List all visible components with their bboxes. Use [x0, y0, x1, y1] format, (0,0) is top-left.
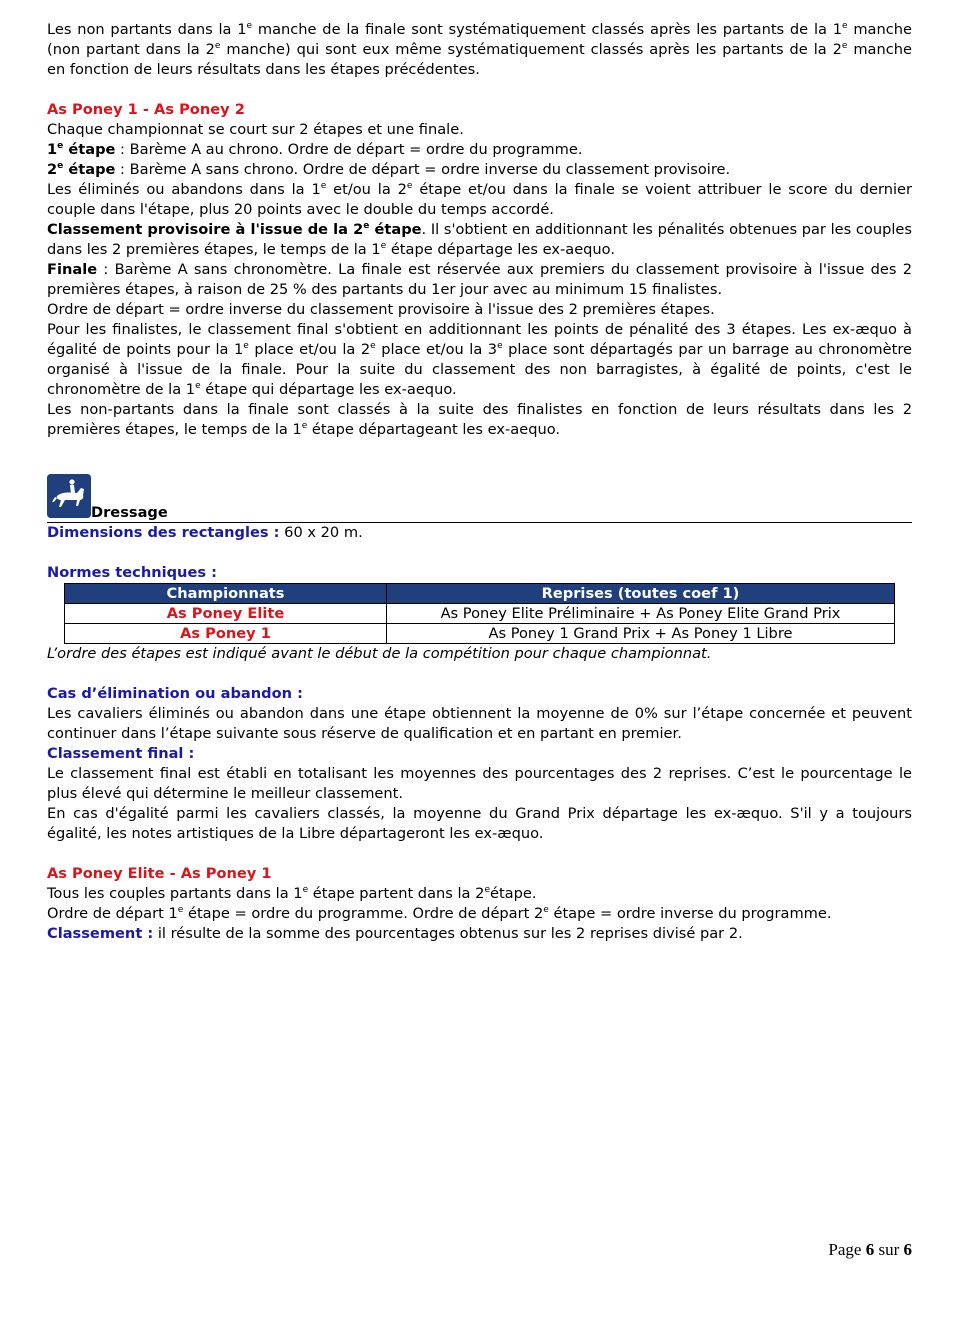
elite-starters-rule: Tous les couples partants dans la 1e étape partent dans la 2eétape. — [47, 885, 537, 902]
elimination-heading: Cas d’élimination ou abandon : — [47, 685, 303, 702]
intro-paragraph: Les non partants dans la 1e manche de la finale sont systématiquement classés après les partants de la 1e manche (non partant dans la 2e manche) qui sont eux même systématiquement classés après les partants de la 2e manche en fonction de leurs résultats dans les étapes précédentes. — [47, 21, 912, 78]
provisional-ranking: Classement provisoire à l'issue de la 2e étape. Il s'obtient en additionnant les pénalités obtenues par les couples dans les 2 premières étapes, le temps de la 1e étape départage les ex-aequo. — [47, 221, 912, 258]
final-ranking-rule: Pour les finalistes, le classement final s'obtient en additionnant les points de pénalité des 3 étapes. Les ex-æquo à égalité de points pour la 1e place et/ou la 2e place et/ou la 3e place sont départagés par un barrage au chronomètre organisé à l'issue de la finale. Pour la suite du classement des non barragistes, à égalité de points, c'est le chronomètre de la 1e étape qui départage les ex-aequo. — [47, 321, 912, 398]
norms-table — [64, 583, 895, 644]
dressage-title: Dressage — [91, 504, 168, 521]
dressage-rider-icon — [47, 474, 91, 518]
elimination-rule: Les éliminés ou abandons dans la 1e et/ou la 2e étape et/ou dans la finale se voient attribuer le score du dernier couple dans l'étape, plus 20 points avec le double du temps accordé. — [47, 181, 912, 218]
finale-rule: Finale : Barème A sans chronomètre. La finale est réservée aux premiers du classement provisoire à l'issue des 2 premières étapes, à raison de 25 % des partants du 1er jour avec au minimum 15 finalistes. — [47, 261, 912, 298]
tie-break-text: En cas d'égalité parmi les cavaliers classés, la moyenne du Grand Prix départage les ex-æquo. S'il y a toujours égalité, les notes artistiques de la Libre départageront les ex-æquo. — [47, 805, 912, 842]
as-poney-elite-heading: As Poney Elite - As Poney 1 — [47, 865, 272, 882]
page-number: Page 6 sur 6 — [828, 1240, 912, 1259]
etape1-rule: 1e étape : Barème A au chrono. Ordre de départ = ordre du programme. — [47, 141, 583, 158]
etape2-rule: 2e étape : Barème A sans chrono. Ordre de départ = ordre inverse du classement provisoire. — [47, 161, 731, 178]
non-starters-rule: Les non-partants dans la finale sont classés à la suite des finalistes en fonction de leurs résultats dans les 2 premières étapes, le temps de la 1e étape départageant les ex-aequo. — [47, 401, 912, 438]
final-ranking-heading: Classement final : — [47, 745, 195, 762]
table-cell-championship: As Poney Elite — [65, 604, 387, 624]
final-ranking-text: Le classement final est établi en totalisant les moyennes des pourcentages des 2 reprises. C’est le pourcentage le plus élevé qui détermine le meilleur classement. — [47, 765, 912, 802]
table-cell-reprises: As Poney 1 Grand Prix + As Poney 1 Libre — [387, 624, 895, 644]
stage-order-note: L’ordre des étapes est indiqué avant le début de la compétition pour chaque championnat. — [47, 645, 712, 662]
as-poney-12-heading: As Poney 1 - As Poney 2 — [47, 101, 245, 118]
table-row — [65, 624, 895, 644]
dressage-section-header — [47, 474, 912, 523]
table-header-row — [65, 584, 895, 604]
technical-norms-heading: Normes techniques : — [47, 564, 217, 581]
table-cell-reprises: As Poney Elite Préliminaire + As Poney Elite Grand Prix — [387, 604, 895, 624]
elimination-text: Les cavaliers éliminés ou abandon dans une étape obtiennent la moyenne de 0% sur l’étape concernée et peuvent continuer dans l’étape suivante sous réserve de qualification et en partant en premier. — [47, 705, 912, 742]
table-header-cell: Championnats — [65, 584, 387, 604]
table-header-cell: Reprises (toutes coef 1) — [387, 584, 895, 604]
elite-ranking: Classement : il résulte de la somme des pourcentages obtenus sur les 2 reprises divisé par 2. — [47, 925, 743, 942]
elite-start-order: Ordre de départ 1e étape = ordre du programme. Ordre de départ 2e étape = ordre inverse du programme. — [47, 905, 832, 922]
dimensions-line: Dimensions des rectangles : 60 x 20 m. — [47, 524, 363, 541]
start-order: Ordre de départ = ordre inverse du classement provisoire à l'issue des 2 premières étapes. — [47, 301, 715, 318]
table-cell-championship: As Poney 1 — [65, 624, 387, 644]
table-row — [65, 604, 895, 624]
document-page — [47, 20, 912, 944]
championship-intro: Chaque championnat se court sur 2 étapes et une finale. — [47, 121, 464, 138]
